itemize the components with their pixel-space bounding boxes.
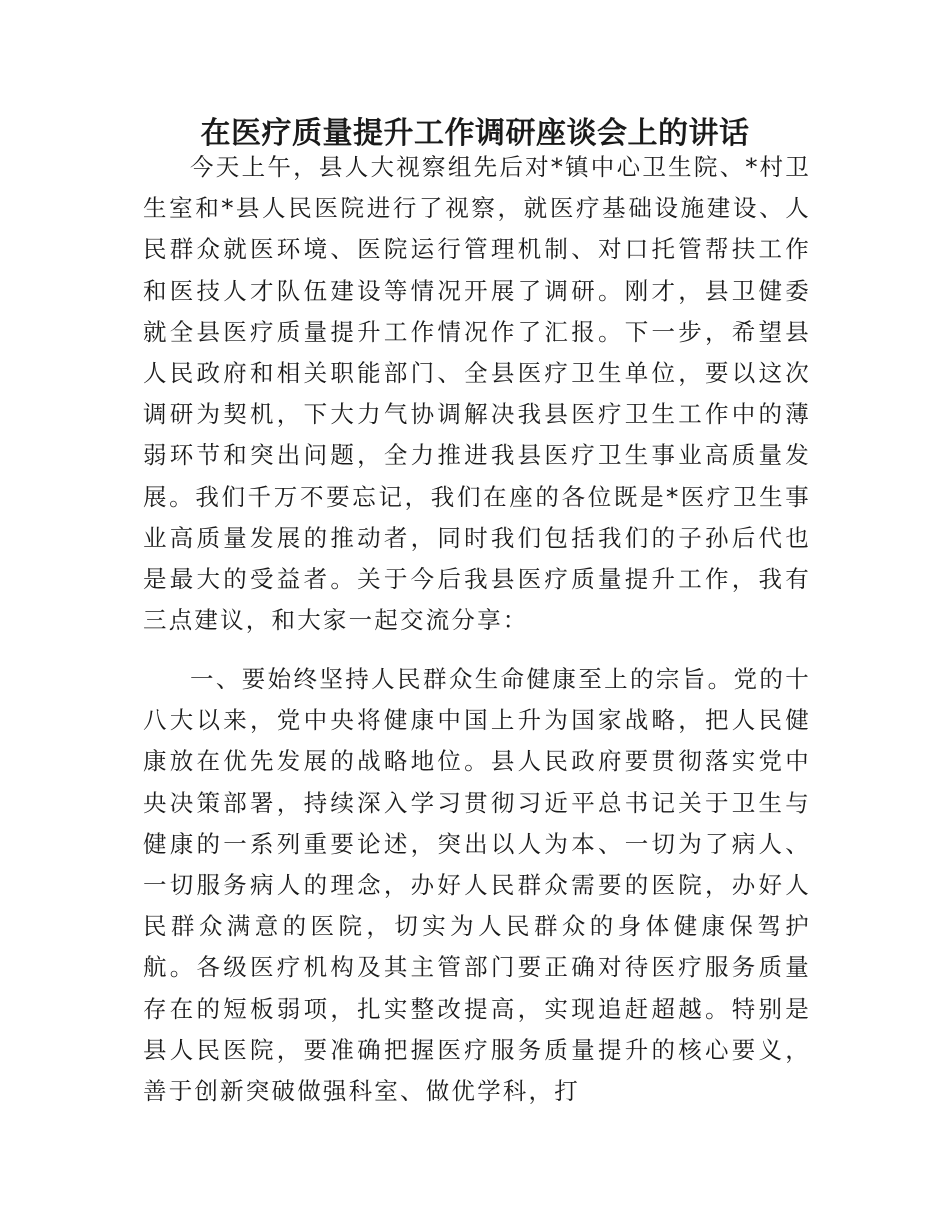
paragraph-intro: 今天上午，县人大视察组先后对*镇中心卫生院、*村卫生室和*县人民医院进行了视察，就医疗基础设施建设、人民群众就医环境、医院运行管理机制、对口托管帮扶工作和医技人才队伍建设等情况开展了调研。刚才，县卫健委就全县医疗质量提升工作情况作了汇报。下一步，希望县人民政府和相关职能部门、全县医疗卫生单位，要以这次调研为契机，下大力气协调解决我县医疗卫生工作中的薄弱环节和突出问题，全力推进我县医疗卫生事业高质量发展。我们千万不要忘记，我们在座的各位既是*医疗卫生事业高质量发展的推动者，同时我们包括我们的子孙后代也是最大的受益者。关于今后我县医疗质量提升工作，我有三点建议，和大家一起交流分享： [143, 153, 811, 635]
document-title: 在医疗质量提升工作调研座谈会上的讲话 [200, 116, 750, 151]
paragraph-point-one: 一、要始终坚持人民群众生命健康至上的宗旨。党的十八大以来，党中央将健康中国上升为国家战略，把人民健康放在优先发展的战略地位。县人民政府要贯彻落实党中央决策部署，持续深入学习贯彻习近平总书记关于卫生与健康的一系列重要论述，突出以人为本、一切为了病人、一切服务病人的理念，办好人民群众需要的医院，办好人民群众满意的医院，切实为人民群众的身体健康保驾护航。各级医疗机构及其主管部门要正确对待医疗服务质量存在的短板弱项，扎实整改提高，实现追赶超越。特别是县人民医院，要准确把握医疗服务质量提升的核心要义，善于创新突破做强科室、做优学科，打 [143, 665, 811, 1106]
